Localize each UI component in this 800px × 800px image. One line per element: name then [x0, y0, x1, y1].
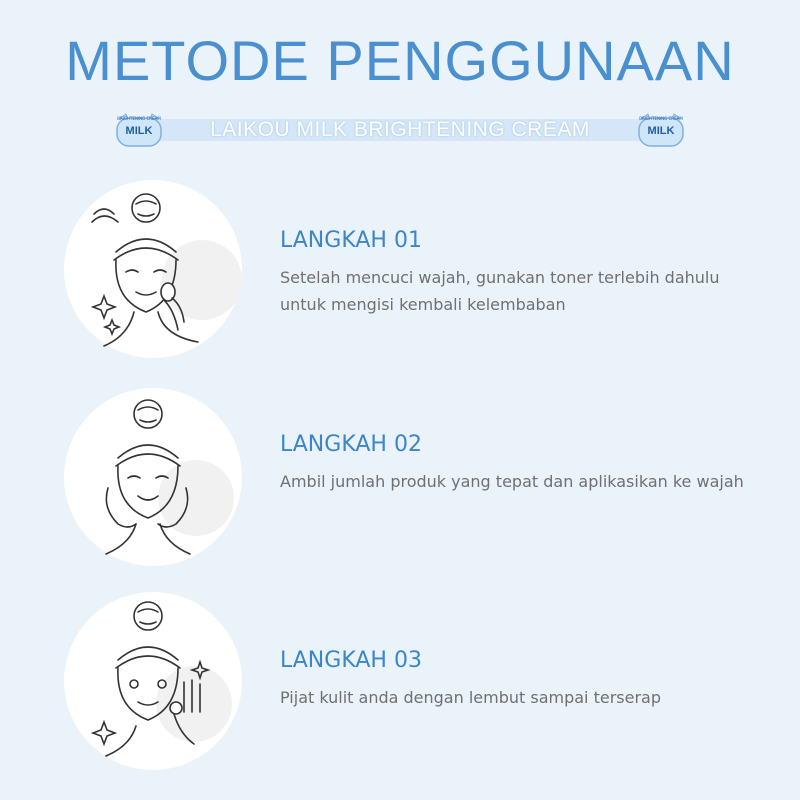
step-2-description: Ambil jumlah produk yang tepat dan aplikasikan ke wajah [280, 472, 744, 491]
step-1-description: Setelah mencuci wajah, gunakan toner terlebih dahulu untuk mengisi kembali kelembaban [280, 268, 720, 314]
step-3-heading: LANGKAH 03 [280, 648, 422, 673]
milk-logo-right [636, 112, 686, 148]
step-3-description: Pijat kulit anda dengan lembut sampai terserap [280, 688, 661, 707]
woman-ok-gesture-icon [64, 592, 242, 770]
woman-hands-on-cheeks-icon [64, 388, 242, 566]
product-subtitle: LAIKOU MILK BRIGHTENING CREAM [210, 118, 590, 141]
logo-text: MILK [647, 125, 675, 137]
page-title: METODE PENGGUNAAN [65, 29, 735, 92]
step-1-heading: LANGKAH 01 [280, 228, 422, 253]
step-2-illustration [64, 388, 242, 566]
step-2-heading: LANGKAH 02 [280, 432, 422, 457]
step-1-illustration [64, 180, 242, 358]
logo-text: MILK [125, 125, 153, 137]
step-3-illustration [64, 592, 242, 770]
logo-tagline: BRIGHTENING CREAM [117, 116, 161, 121]
product-banner [117, 112, 683, 146]
logo-tagline: BRIGHTENING CREAM [639, 116, 683, 121]
woman-applying-toner-icon [64, 180, 242, 358]
